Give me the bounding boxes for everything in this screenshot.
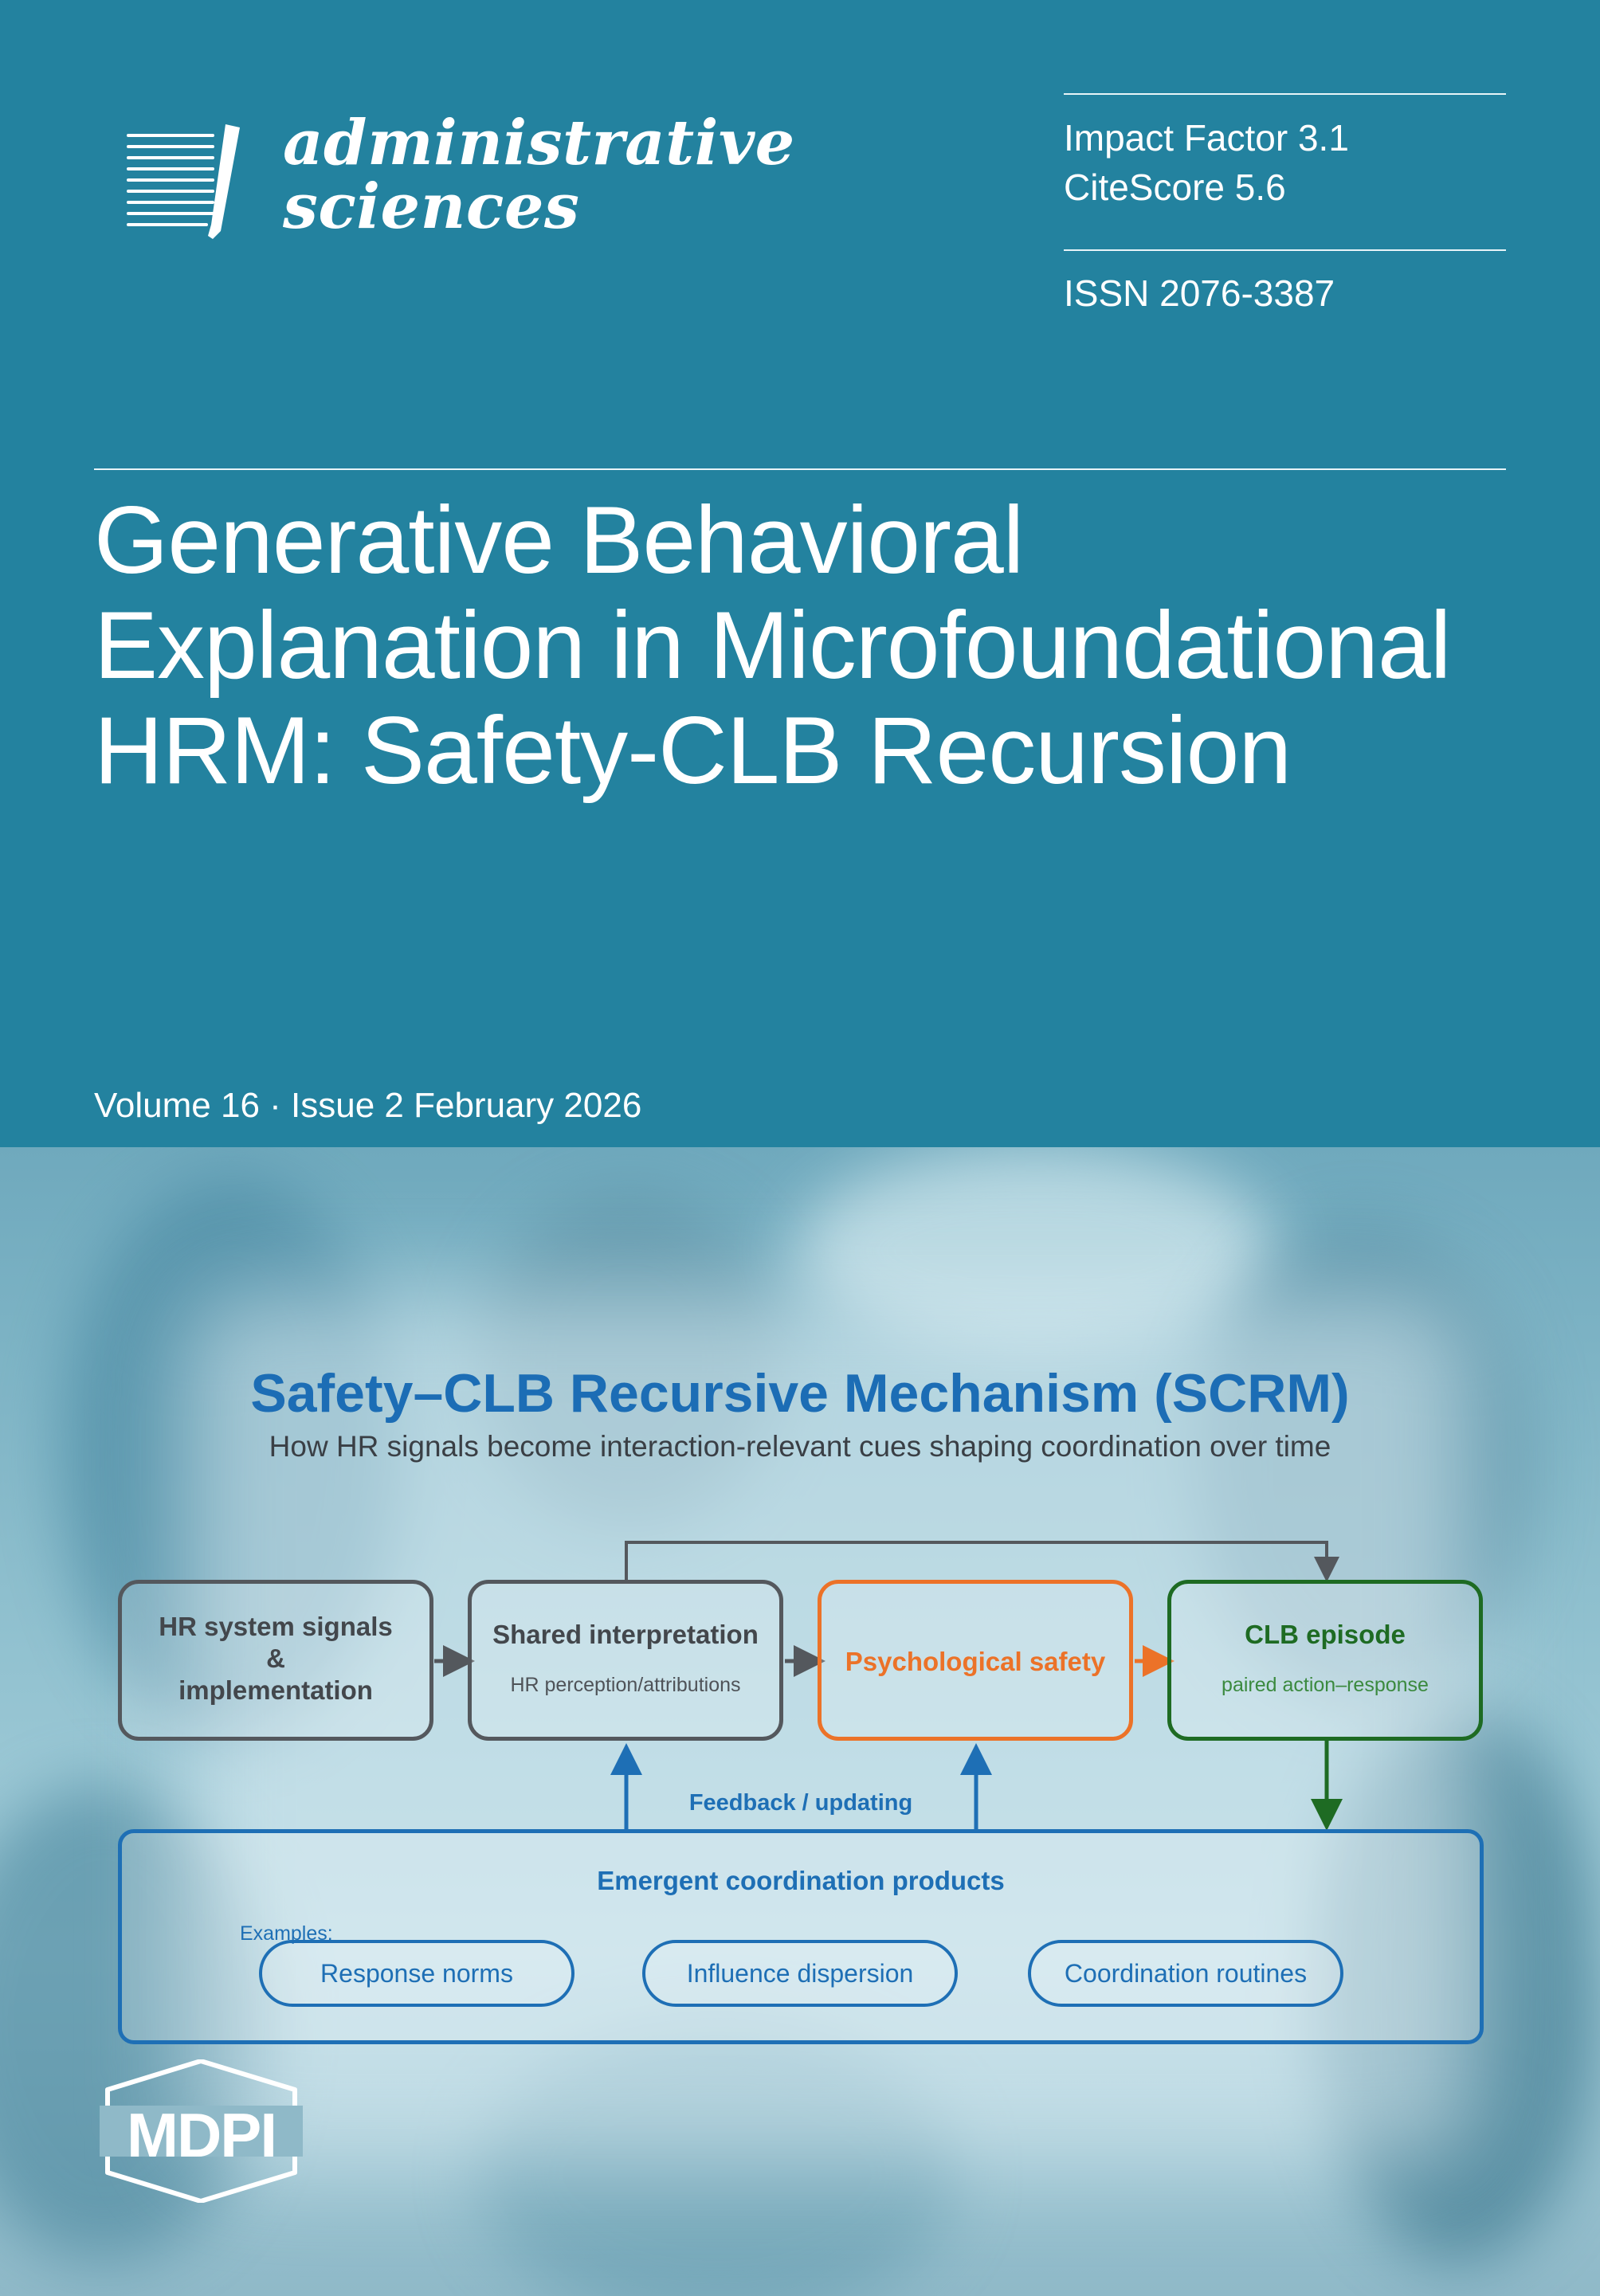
box-hr-line-1: HR system signals bbox=[159, 1612, 393, 1641]
issue-info: Volume 16 · Issue 2 February 2026 bbox=[94, 1086, 642, 1125]
feedback-label: Feedback / updating bbox=[688, 1790, 913, 1816]
diagram-subtitle: How HR signals become interaction-relevant cues shaping coordination over time bbox=[269, 1430, 1331, 1463]
mdpi-logo-text: MDPI bbox=[127, 2100, 276, 2170]
box-clb-sub: paired action–response bbox=[1222, 1674, 1429, 1696]
box-emergent-products bbox=[118, 1829, 1484, 2044]
bypass-arrow bbox=[626, 1542, 1327, 1580]
journal-title bbox=[283, 107, 795, 243]
product-pill-1: Response norms bbox=[259, 1940, 575, 2007]
issn: ISSN 2076-3387 bbox=[1064, 272, 1335, 314]
product-pill-3: Coordination routines bbox=[1028, 1940, 1343, 2007]
journal-pen-icon bbox=[124, 120, 251, 247]
product-pill-2: Influence dispersion bbox=[642, 1940, 958, 2007]
box-hr-line-2: & bbox=[266, 1644, 285, 1673]
products-title: Emergent coordination products bbox=[597, 1866, 1005, 1895]
box-psychological-safety bbox=[818, 1580, 1133, 1741]
title-rule bbox=[94, 468, 1506, 470]
journal-title-line-1: administrative bbox=[283, 107, 795, 179]
box-clb-episode bbox=[1167, 1580, 1483, 1741]
examples-label: Examples: bbox=[240, 1922, 333, 1945]
box-clb-title: CLB episode bbox=[1245, 1620, 1406, 1649]
article-title bbox=[94, 488, 1576, 803]
article-title-line-1: Generative Behavioral bbox=[94, 487, 1024, 594]
box-hr-line-3: implementation bbox=[178, 1675, 373, 1705]
box-interpretation-title: Shared interpretation bbox=[492, 1620, 759, 1649]
metrics-bottom-rule bbox=[1064, 249, 1506, 251]
box-safety-title: Psychological safety bbox=[845, 1647, 1106, 1676]
article-title-line-3: HRM: Safety-CLB Recursion bbox=[94, 697, 1292, 804]
article-title-line-2: Explanation in Microfoundational bbox=[94, 592, 1451, 699]
box-shared-interpretation bbox=[468, 1580, 783, 1741]
citescore: CiteScore 5.6 bbox=[1064, 167, 1286, 208]
scrm-diagram bbox=[0, 1147, 1600, 2296]
box-interpretation-sub: HR perception/attributions bbox=[510, 1674, 741, 1696]
metrics-top-rule bbox=[1064, 93, 1506, 95]
impact-factor: Impact Factor 3.1 bbox=[1064, 117, 1349, 159]
cover-header bbox=[0, 0, 1600, 1147]
box-hr-system-signals bbox=[118, 1580, 433, 1741]
diagram-title: Safety–CLB Recursive Mechanism (SCRM) bbox=[250, 1363, 1350, 1424]
journal-title-line-2: sciences bbox=[283, 170, 580, 243]
